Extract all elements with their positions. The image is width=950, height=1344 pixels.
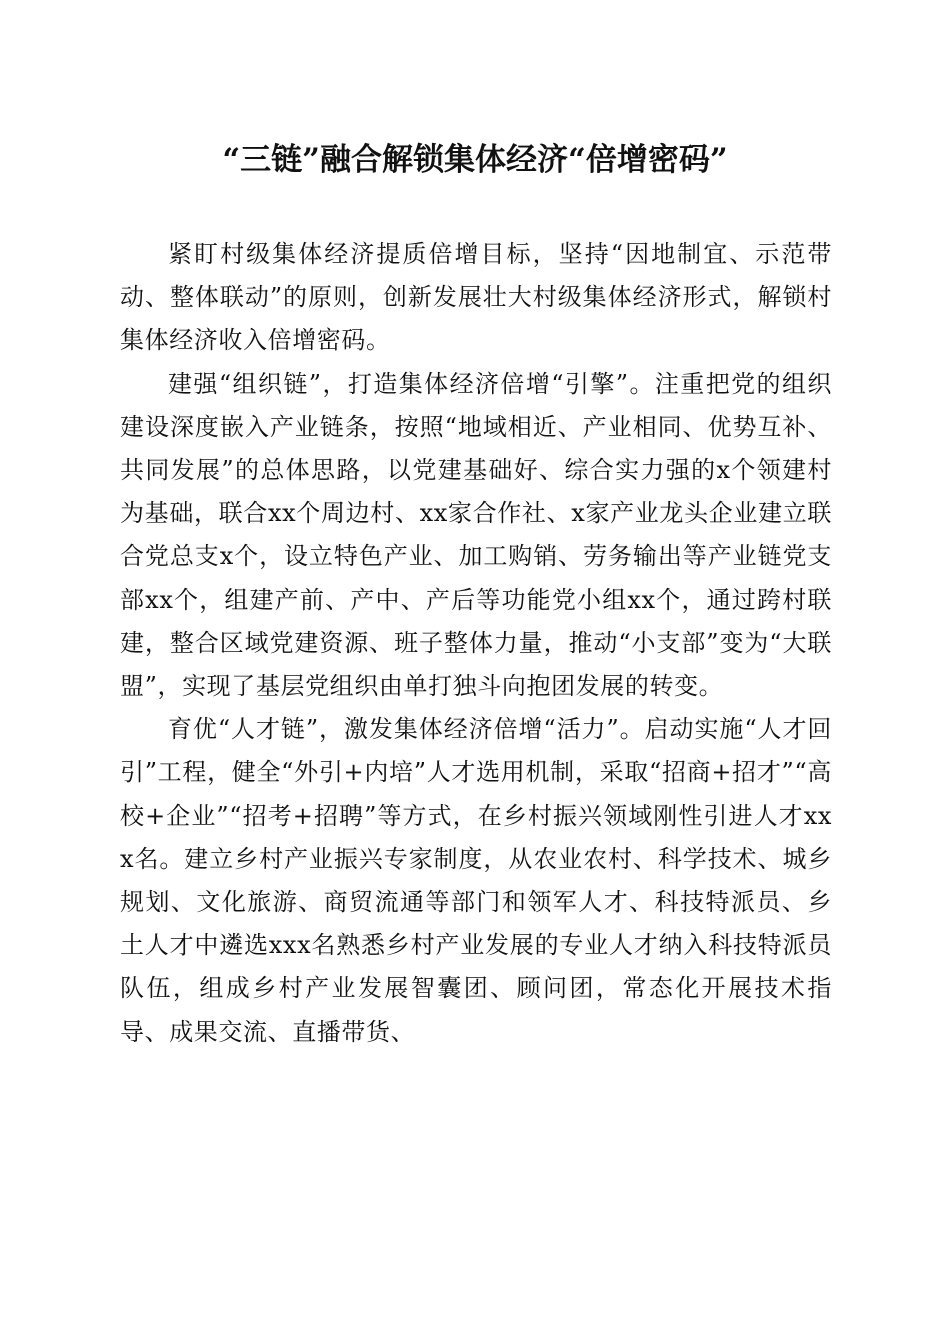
paragraph-intro: 紧盯村级集体经济提质倍增目标，坚持“因地制宜、示范带动、整体联动”的原则，创新发展壮大村级集体经济形式，解锁村集体经济收入倍增密码。 xyxy=(120,240,832,355)
paragraph-talent-chain: 育优“人才链”，激发集体经济倍增“活力”。启动实施“人才回引”工程，健全“外引+内培”人才选用机制，采取“招商+招才”“高校+企业”“招考+招聘”等方式，在乡村振兴领域刚性引进人才xxx名。建立乡村产业振兴专家制度，从农业农村、科学技术、城乡规划、文化旅游、商贸流通等部门和领军人才、科技特派员、乡土人才中遴选xxx名熟悉乡村产业发展的专业人才纳入科技特派员队伍，组成乡村产业发展智囊团、顾问团，常态化开展技术指导、成果交流、直播带货、 xyxy=(120,715,832,1046)
document-title: “三链”融合解锁集体经济“倍增密码” xyxy=(222,142,728,178)
document-body xyxy=(120,233,832,1054)
paragraph-organization-chain: 建强“组织链”，打造集体经济倍增“引擎”。注重把党的组织建设深度嵌入产业链条，按照“地域相近、产业相同、优势互补、共同发展”的总体思路，以党建基础好、综合实力强的x个领建村为基础，联合xx个周边村、xx家合作社、x家产业龙头企业建立联合党总支x个，设立特色产业、加工购销、劳务输出等产业链党支部xx个，组建产前、产中、产后等功能党小组xx个，通过跨村联建，整合区域党建资源、班子整体力量，推动“小支部”变为“大联盟”，实现了基层党组织由单打独斗向抱团发展的转变。 xyxy=(120,369,832,701)
